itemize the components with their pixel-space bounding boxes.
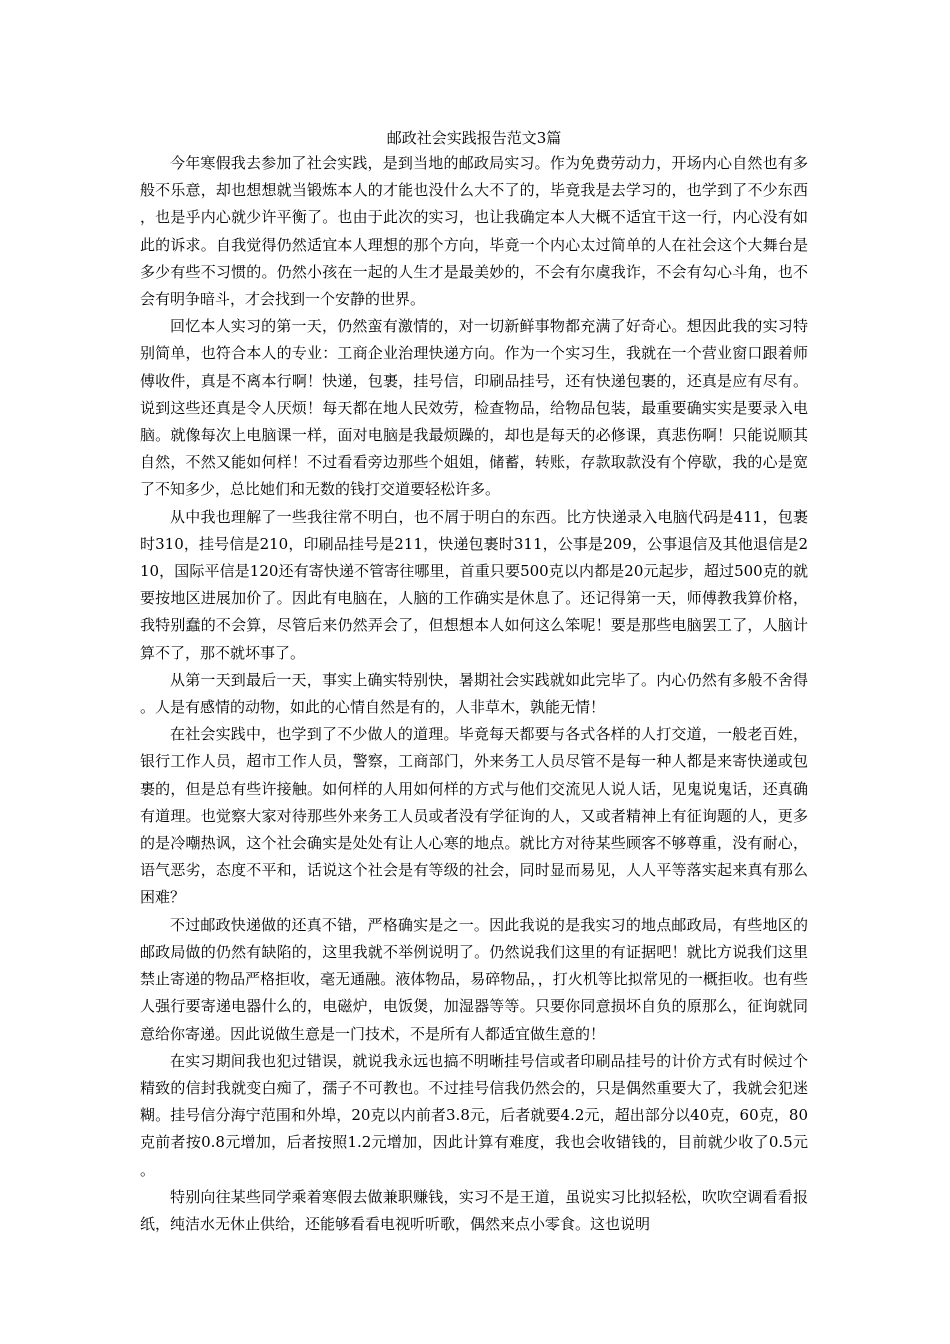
paragraph-7: 在实习期间我也犯过错误，就说我永远也搞不明晰挂号信或者印刷品挂号的计价方式有时候过个精致的信封我就变白痴了，孺子不可教也。不过挂号信我仍然会的，只是偶然重要大了，我就会犯迷糊。挂号信分海宁范围和外埠，20克以内前者3.8元，后者就要4.2元，超出部分以40克，60克，80克前者按0.8元增加，后者按照1.2元增加，因此计算有难度，我也会收错钱的，目前就少收了0.5元。 [140,1051,808,1179]
paragraph-3: 从中我也理解了一些我往常不明白，也不屑于明白的东西。比方快递录入电脑代码是411，包裹时310，挂号信是210，印刷品挂号是211，快递包裹时311，公事是209，公事退信及其他退信是210，国际平信是120还有寄快递不管寄往哪里，首重只要500克以内都是20元起步，超过500克的就要按地区进展加价了。因此有电脑在，人脑的工作确实是休息了。还记得第一天，师傅教我算价格，我特别蠢的不会算，尽管后来仍然弄会了，但想想本人如何这么笨呢！要是那些电脑罢工了，人脑计算不了，那不就坏事了。 [140,507,808,662]
paragraph-5: 在社会实践中，也学到了不少做人的道理。毕竟每天都要与各式各样的人打交道，一般老百姓，银行工作人员，超市工作人员，警察，工商部门，外来务工人员尽管不是每一种人都是来寄快递或包裹的，但是总有些许接触。如何样的人用如何样的方式与他们交流见人说人话，见鬼说鬼话，还真确有道理。也觉察大家对待那些外来务工人员或者没有学征询的人，又或者精神上有征询题的人，更多的是冷嘲热讽，这个社会确实是处处有让人心寒的地点。就比方对待某些顾客不够尊重，没有耐心，语气恶劣，态度不平和，话说这个社会是有等级的社会，同时显而易见，人人平等落实起来真有那么困难？ [140,725,808,907]
paragraph-4: 从第一天到最后一天，事实上确实特别快，暑期社会实践就如此完毕了。内心仍然有多般不舍得。人是有感情的动物，如此的心情自然是有的，人非草木，孰能无情！ [140,670,808,717]
document-page [140,126,808,1238]
paragraph-8: 特别向往某些同学乘着寒假去做兼职赚钱，实习不是王道，虽说实习比拟轻松，吹吹空调看看报纸，纯洁水无休止供给，还能够看看电视听听歌，偶然来点小零食。这也说明 [140,1187,808,1233]
paragraph-2: 回忆本人实习的第一天，仍然蛮有激情的，对一切新鲜事物都充满了好奇心。想因此我的实习特别简单，也符合本人的专业：工商企业治理快递方向。作为一个实习生，我就在一个营业窗口跟着师傅收件，真是不离本行啊！快递，包裹，挂号信，印刷品挂号，还有快递包裹的，还真是应有尽有。说到这些还真是令人厌烦！每天都在地人民效劳，检查物品，给物品包装，最重要确实实是要录入电脑。就像每次上电脑课一样，面对电脑是我最烦躁的，却也是每天的必修课，真悲伤啊！只能说顺其自然，不然又能如何样！不过看看旁边那些个姐姐，储蓄，转账，存款取款没有个停歇，我的心是宽了不知多少，总比她们和无数的钱打交道要轻松许多。 [140,317,808,499]
paragraph-1: 今年寒假我去参加了社会实践，是到当地的邮政局实习。作为免费劳动力，开场内心自然也有多般不乐意，却也想想就当锻炼本人的才能也没什么大不了的，毕竟我是去学习的，也学到了不少东西，也是乎内心就少许平衡了。也由于此次的实习，也让我确定本人大概不适宜干这一行，内心没有如此的诉求。自我觉得仍然适宜本人理想的那个方向，毕竟一个内心太过简单的人在社会这个大舞台是多少有些不习惯的。仍然小孩在一起的人生才是最美妙的，不会有尔虞我诈，不会有勾心斗角，也不会有明争暗斗，才会找到一个安静的世界。 [140,154,808,309]
paragraph-6: 不过邮政快递做的还真不错，严格确实是之一。因此我说的是我实习的地点邮政局，有些地区的邮政局做的仍然有缺陷的，这里我就不举例说明了。仍然说我们这里的有证据吧！就比方说我们这里禁止寄递的物品严格拒收，毫无通融。液体物品，易碎物品，，打火机等比拟常见的一概拒收。也有些人强行要寄递电器什么的，电磁炉，电饭煲，加湿器等等。只要你同意损坏自负的原那么，征询就同意给你寄递。因此说做生意是一门技术，不是所有人都适宜做生意的！ [140,915,808,1043]
document-title: 邮政社会实践报告范文3篇 [386,129,562,147]
